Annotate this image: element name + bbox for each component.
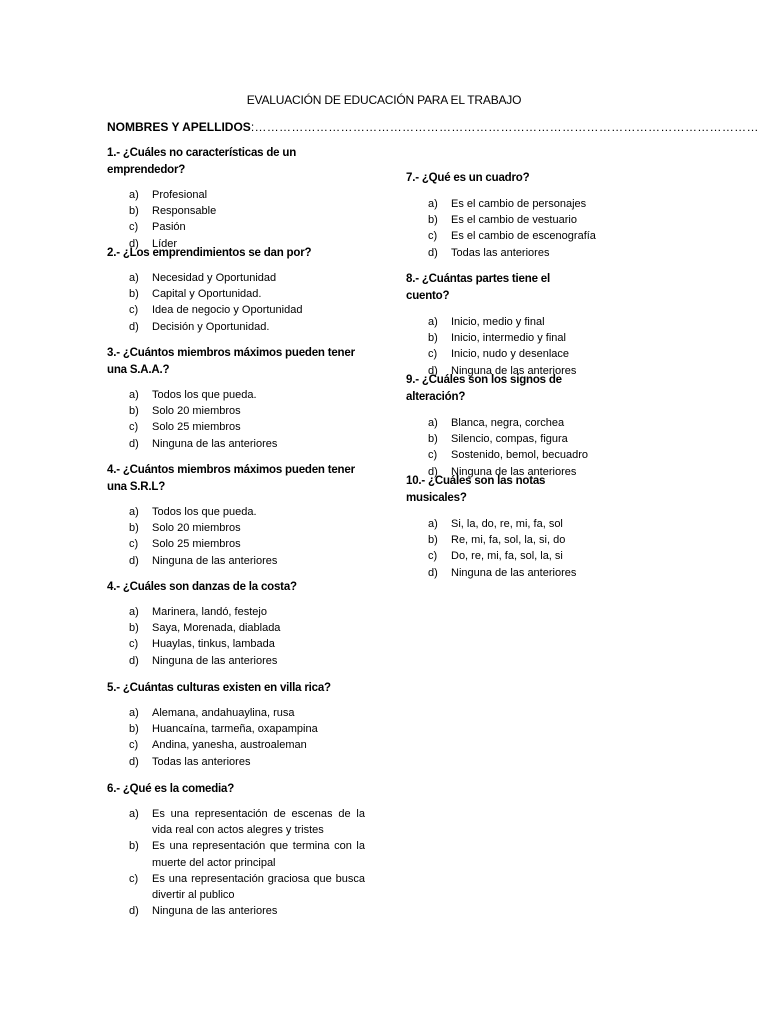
option-text: Si, la, do, re, mi, fa, sol (451, 518, 563, 530)
options-list (107, 270, 365, 335)
option-text: Ninguna de las anteriores (451, 566, 577, 579)
option-letter: a) (428, 198, 438, 210)
options-list (107, 187, 365, 252)
question-5 (107, 680, 365, 770)
option-text: Ninguna de las anteriores (451, 465, 577, 478)
option (107, 737, 365, 753)
option-text: Ninguna de las anteriores (152, 654, 278, 667)
option (107, 871, 365, 903)
option (107, 187, 365, 203)
option (107, 270, 365, 286)
option (107, 219, 365, 235)
option-letter: a) (428, 417, 438, 429)
option (406, 330, 596, 346)
option-text: Do, re, mi, fa, sol, la, si (451, 550, 563, 563)
option (107, 653, 365, 669)
option-text: Es el cambio de escenografía (451, 230, 596, 243)
option (107, 754, 365, 770)
option-text: Es una representación de escenas de la vida real con actos alegres y tristes (152, 808, 365, 837)
question-2 (107, 245, 365, 335)
options-list (107, 806, 365, 919)
option (406, 565, 596, 581)
option (107, 604, 365, 620)
option-letter: c) (428, 230, 438, 243)
options-list (406, 196, 596, 261)
option-text: Ninguna de las anteriores (152, 905, 278, 918)
option-letter: d) (129, 905, 139, 918)
question-text: 7.- ¿Qué es un cuadro? (406, 172, 530, 184)
name-field (107, 120, 759, 134)
option-letter: a) (129, 707, 139, 719)
option-letter: a) (129, 606, 139, 618)
option (107, 903, 365, 919)
option-text: Es una representación que termina con la muerte del actor principal (152, 840, 365, 869)
question-4b (107, 579, 365, 669)
option (107, 806, 365, 838)
option-text: Solo 20 miembros (152, 405, 241, 418)
option-letter: b) (428, 534, 438, 547)
option-letter: d) (129, 755, 139, 768)
option (107, 838, 365, 870)
option-letter: a) (129, 189, 139, 201)
option (406, 346, 596, 362)
question-7 (406, 170, 596, 261)
option-letter: b) (129, 288, 139, 301)
option-letter: d) (129, 437, 139, 450)
option (107, 436, 365, 452)
option-text: Inicio, nudo y desenlace (451, 348, 570, 361)
option-text: Necesidad y Oportunidad (152, 272, 277, 284)
option (107, 319, 365, 335)
option-letter: b) (129, 205, 139, 218)
option-letter: c) (428, 348, 438, 361)
option (107, 705, 365, 721)
option-text: Sostenido, bemol, becuadro (451, 449, 588, 462)
question-6 (107, 781, 365, 919)
question-10 (406, 473, 596, 581)
option (406, 228, 596, 244)
option (107, 536, 365, 552)
option-letter: a) (129, 506, 139, 518)
option-letter: b) (129, 840, 139, 853)
option (107, 520, 365, 536)
option-letter: c) (129, 304, 139, 317)
option-letter: b) (428, 214, 438, 227)
option-text: Todas las anteriores (451, 246, 550, 259)
option-letter: d) (129, 237, 139, 250)
option-text: Responsable (152, 205, 217, 218)
option (107, 302, 365, 318)
option-text: Solo 20 miembros (152, 522, 241, 535)
question-text: 6.- ¿Qué es la comedia? (107, 783, 235, 795)
option (107, 553, 365, 569)
option-text: Es el cambio de vestuario (451, 214, 577, 227)
option-text: Inicio, medio y final (451, 316, 545, 328)
option-letter: d) (428, 566, 438, 579)
option-text: Pasión (152, 221, 186, 234)
question-text: 8.- ¿Cuántas partes tiene el cuento? (406, 273, 550, 302)
option (107, 203, 365, 219)
option (107, 419, 365, 435)
option-text: Solo 25 miembros (152, 421, 241, 434)
question-3 (107, 345, 365, 452)
option-letter: c) (129, 872, 139, 885)
option (107, 387, 365, 403)
question-text: 1.- ¿Cuáles no características de un emprendedor? (107, 147, 297, 176)
option-text: Saya, Morenada, diablada (152, 622, 281, 635)
option-letter: c) (129, 638, 139, 651)
option-text: Capital y Oportunidad. (152, 288, 262, 301)
option (406, 532, 596, 548)
options-list (107, 705, 365, 770)
option-text: Ninguna de las anteriores (152, 437, 278, 450)
option-letter: a) (129, 272, 139, 284)
option-letter: a) (428, 518, 438, 530)
option-letter: c) (129, 221, 139, 234)
option-text: Huancaína, tarmeña, oxapampina (152, 723, 318, 736)
option-letter: d) (428, 465, 438, 478)
options-list (406, 314, 596, 379)
option (406, 245, 596, 261)
option (406, 415, 596, 431)
option-text: Alemana, andahuaylina, rusa (152, 707, 295, 719)
options-list (107, 604, 365, 669)
option (406, 196, 596, 212)
option-text: Ninguna de las anteriores (152, 554, 278, 567)
option-letter: b) (129, 622, 139, 635)
option-text: Todos los que pueda. (152, 389, 257, 401)
question-text: 5.- ¿Cuántas culturas existen en villa rica? (107, 682, 331, 694)
option (406, 212, 596, 228)
option-text: Decisión y Oportunidad. (152, 320, 270, 333)
options-list (107, 387, 365, 452)
question-text: 4.- ¿Cuántos miembros máximos pueden tener una S.R.L? (107, 464, 355, 493)
option-text: Huaylas, tinkus, lambada (152, 638, 275, 651)
option-text: Marinera, landó, festejo (152, 606, 267, 618)
option (406, 431, 596, 447)
option-letter: c) (129, 739, 139, 752)
option-text: Blanca, negra, corchea (451, 417, 565, 429)
option-text: Todos los que pueda. (152, 506, 257, 518)
question-9 (406, 372, 596, 480)
option-text: Inicio, intermedio y final (451, 332, 566, 345)
question-text: 10.- ¿Cuáles son las notas musicales? (406, 475, 546, 504)
question-text: 4.- ¿Cuáles son danzas de la costa? (107, 581, 297, 593)
question-text: 2.- ¿Los emprendimientos se dan por? (107, 247, 312, 259)
option-text: Todas las anteriores (152, 755, 251, 768)
option-text: Solo 25 miembros (152, 538, 241, 551)
option-letter: c) (428, 449, 438, 462)
exam-title: EVALUACIÓN DE EDUCACIÓN PARA EL TRABAJO (246, 93, 522, 107)
question-text: 9.- ¿Cuáles son los signos de alteración? (406, 374, 562, 403)
name-field-label: NOMBRES Y APELLIDOS (107, 120, 251, 134)
option-letter: b) (129, 405, 139, 418)
options-list (406, 415, 596, 480)
option-text: Líder (152, 237, 178, 250)
option (406, 314, 596, 330)
option-letter: a) (129, 808, 139, 820)
option (107, 721, 365, 737)
option-letter: b) (129, 522, 139, 535)
option (107, 636, 365, 652)
option (107, 620, 365, 636)
option-text: Idea de negocio y Oportunidad (152, 304, 303, 317)
option-letter: c) (129, 538, 139, 551)
option-letter: b) (428, 433, 438, 446)
option-text: Es el cambio de personajes (451, 198, 587, 210)
option-letter: d) (129, 654, 139, 667)
options-list (107, 504, 365, 569)
question-4 (107, 462, 365, 569)
option (406, 447, 596, 463)
option (406, 516, 596, 532)
option-letter: b) (428, 332, 438, 345)
option-letter: d) (129, 320, 139, 333)
option (107, 403, 365, 419)
option-letter: d) (129, 554, 139, 567)
option-text: Ninguna de las anteriores (451, 364, 577, 377)
option-text: Re, mi, fa, sol, la, si, do (451, 534, 566, 547)
option-text: Profesional (152, 189, 208, 201)
option-text: Silencio, compas, figura (451, 433, 568, 446)
option-text: Es una representación graciosa que busca divertir al publico (152, 872, 365, 902)
option (107, 504, 365, 520)
question-8 (406, 271, 596, 379)
option-letter: a) (428, 316, 438, 328)
question-text: 3.- ¿Cuántos miembros máximos pueden tener una S.A.A.? (107, 347, 355, 376)
options-list (406, 516, 596, 581)
option-text: Andina, yanesha, austroaleman (152, 739, 307, 752)
option-letter: b) (129, 723, 139, 736)
option-letter: d) (428, 364, 438, 377)
option-letter: c) (129, 421, 139, 434)
option-letter: d) (428, 246, 438, 259)
question-1 (107, 145, 365, 252)
option-letter: c) (428, 550, 438, 563)
option (107, 286, 365, 302)
name-field-dots: :…………………………………………………………………………………………………………… (250, 120, 759, 134)
option-letter: a) (129, 389, 139, 401)
option (406, 548, 596, 564)
